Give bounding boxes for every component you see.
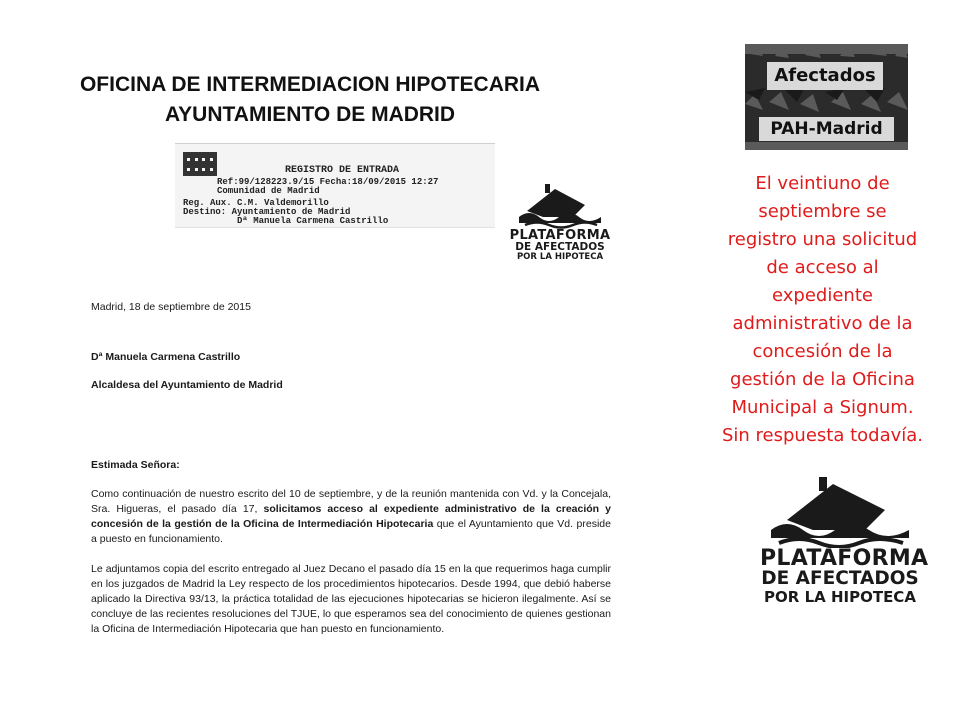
letter-paragraph-1: [91, 487, 611, 547]
note-line: concesión de la: [752, 341, 893, 362]
stamp-ref: Ref:99/128223.9/15 Fecha:18/09/2015 12:27: [217, 177, 439, 187]
banner-bottom-label: PAH-Madrid: [759, 117, 894, 141]
note-line: Sin respuesta todavía.: [721, 425, 924, 446]
heading-line-2: AYUNTAMIENTO DE MADRID: [164, 103, 456, 126]
house-flood-icon: [515, 183, 605, 229]
note-line: El veintiuno de: [755, 173, 890, 194]
stamp-destino: Destino: Ayuntamiento de Madrid: [183, 207, 351, 217]
letter-recipient: Dª Manuela Carmena Castrillo: [91, 351, 241, 363]
heading-line-1: OFICINA DE INTERMEDIACION HIPOTECARIA: [79, 73, 541, 96]
logo-line-2: DE AFECTADOS: [761, 568, 919, 589]
note-line: gestión de la Oficina: [730, 369, 915, 390]
letter-paragraph-2: Le adjuntamos copia del escrito entregado al Juez Decano el pasado día 15 en la que requerimos haga cumplir en los juzgados de Madrid la Ley respecto de los procedimientos hipotecarios. Desde 1994, que debió haberse aplicado la Directiva 93/13, la práctica totalidad de las ejecuciones hipotecarias se hicieron ilegalmente. Así se concluye de las recientes resoluciones del TJUE, lo que esperamos sea del conocimiento de quienes gestionan la Oficina de Intermediación Hipotecaria que han puesto en funcionamiento.: [91, 563, 611, 635]
note-line: de acceso al: [766, 257, 879, 278]
banner-top-label: Afectados: [767, 62, 883, 90]
note-line: Municipal a Signum.: [731, 397, 914, 418]
logo-line-1: PLATAFORMA: [509, 228, 611, 243]
stamp-title: REGISTRO DE ENTRADA: [285, 165, 400, 176]
red-note: [700, 170, 945, 450]
letter-date: Madrid, 18 de septiembre de 2015: [91, 301, 251, 313]
p1-text-bold: solicitamos acceso al expediente administrativo de la creación y concesión de la gestión de la Oficina de Intermediación Hipotecaria: [91, 503, 612, 530]
note-line: administrativo de la: [732, 313, 913, 334]
letter-role: Alcaldesa del Ayuntamiento de Madrid: [91, 379, 283, 391]
logo-line-3: POR LA HIPOTECA: [764, 587, 916, 606]
registration-stamp: [175, 143, 495, 228]
pah-logo-large: [760, 476, 929, 606]
logo-line-2: DE AFECTADOS: [515, 241, 605, 253]
stamp-person: Dª Manuela Carmena Castrillo: [237, 216, 389, 226]
p1-text-a: Como continuación de nuestro escrito del 10 de septiembre, y de la reunión mantenida con Vd. y la Concejala, Sra. Higueras, el pasado día 17,: [91, 488, 611, 515]
note-line: septiembre se: [758, 201, 887, 222]
stamp-community: Comunidad de Madrid: [217, 186, 320, 196]
logo-line-3: POR LA HIPOTECA: [516, 251, 604, 262]
logo-line-1: PLATAFORMA: [760, 546, 929, 571]
pah-logo-small: [505, 183, 615, 261]
note-line: expediente: [772, 285, 873, 306]
p1-text-b: que el Ayuntamiento que Vd. preside a puesto en funcionamiento.: [91, 518, 611, 545]
house-flood-icon: [765, 476, 915, 548]
note-line: registro una solicitud: [727, 229, 918, 250]
afectados-banner: [745, 44, 908, 150]
stamp-reg: Reg. Aux. C.M. Valdemorillo: [183, 198, 329, 208]
letter-greeting: Estimada Señora:: [91, 459, 180, 471]
madrid-crest-icon: [183, 152, 217, 176]
